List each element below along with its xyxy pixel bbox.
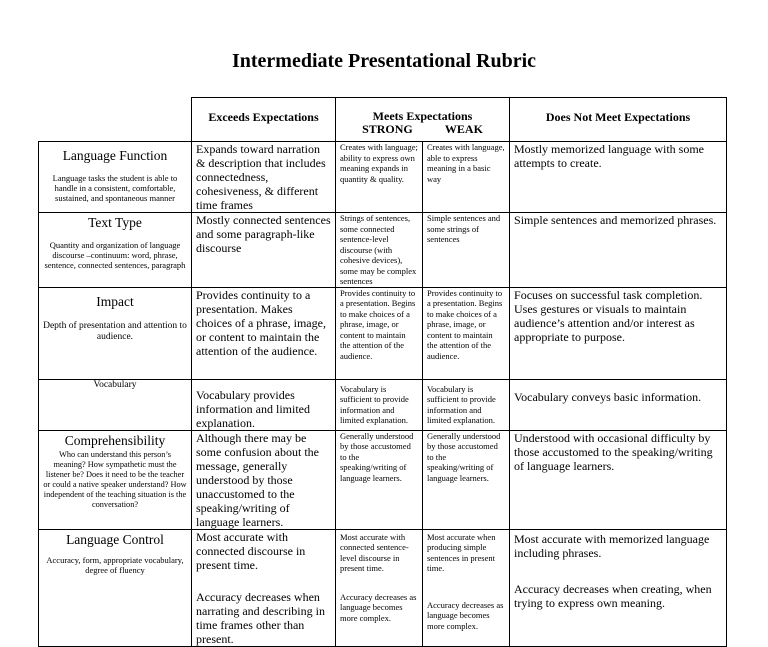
weak-cell bbox=[423, 529, 510, 646]
page-title: Intermediate Presentational Rubric bbox=[231, 50, 537, 72]
rubric-table bbox=[38, 97, 727, 647]
exceeds-cell: Although there may be some confusion about the message, generally understood by those unaccustomed to the speaking/writing of language learners. bbox=[192, 430, 336, 529]
strong-cell: Creates with language; ability to express own meaning expands in quantity & quality. bbox=[336, 142, 423, 213]
header-strong-label: STRONG bbox=[362, 122, 413, 136]
header-criteria bbox=[39, 98, 192, 142]
strong-cell: Strings of sentences, some connected sentence-level discourse (with cohesive devices), some may be complex sentences bbox=[336, 213, 423, 288]
weak-text-1: Most accurate when producing simple sentences in present time. bbox=[427, 531, 496, 573]
weak-cell: Simple sentences and some strings of sentences bbox=[423, 213, 510, 288]
criterion-cell bbox=[39, 529, 192, 646]
strong-cell: Vocabulary is sufficient to provide information and limited explanation. bbox=[336, 379, 423, 430]
criterion-cell bbox=[39, 430, 192, 529]
dnm-cell: Vocabulary conveys basic information. bbox=[510, 379, 727, 430]
criterion-desc: Language tasks the student is able to handle in a consistent, comfortable, sustained, and spontaneous manner bbox=[52, 173, 178, 203]
header-meets bbox=[336, 98, 510, 142]
criterion-cell bbox=[39, 287, 192, 379]
dnm-text-1: Most accurate with memorized language including phrases. bbox=[514, 531, 710, 560]
dnm-cell: Focuses on successful task completion. Uses gestures or visuals to maintain audience’s attention and/or interest as appropriate to purpose. bbox=[510, 287, 727, 379]
header-row bbox=[39, 98, 727, 142]
weak-cell: Creates with language, able to express meaning in a basic way bbox=[423, 142, 510, 213]
criterion-cell bbox=[39, 142, 192, 213]
exceeds-cell: Mostly connected sentences and some paragraph-like discourse bbox=[192, 213, 336, 288]
table-row bbox=[39, 379, 727, 430]
header-exceeds-label: Exceeds Expectations bbox=[208, 110, 319, 124]
header-dnm-label: Does Not Meet Expectations bbox=[545, 110, 691, 124]
strong-text-1: Most accurate with connected sentence-level discourse in present time. bbox=[340, 531, 409, 573]
weak-cell: Provides continuity to a presentation. Begins to make choices of a phrase, image, or content to maintain the attention of the audience. bbox=[423, 287, 510, 379]
table-row bbox=[39, 213, 727, 288]
criterion-name: Impact bbox=[96, 293, 134, 309]
criterion-name: Vocabulary bbox=[93, 379, 137, 390]
dnm-cell bbox=[510, 529, 727, 646]
strong-text-2: Accuracy decreases as language becomes more complex. bbox=[340, 591, 417, 623]
table-row bbox=[39, 287, 727, 379]
exceeds-cell: Expands toward narration & description that includes connectedness, cohesiveness, & different time frames bbox=[192, 142, 336, 213]
weak-cell: Vocabulary is sufficient to provide information and limited explanation. bbox=[423, 379, 510, 430]
exceeds-cell: Provides continuity to a presentation. Makes choices of a phrase, image, or content to maintain the attention of the audience. bbox=[192, 287, 336, 379]
exceeds-cell bbox=[192, 529, 336, 646]
criterion-name: Language Function bbox=[62, 148, 168, 163]
exceeds-text-2: Accuracy decreases when narrating and describing in time frames other than present. bbox=[196, 589, 325, 646]
dnm-cell: Understood with occasional difficulty by those accustomed to the speaking/writing of language learners. bbox=[510, 430, 727, 529]
dnm-cell: Mostly memorized language with some attempts to create. bbox=[510, 142, 727, 213]
header-does-not-meet bbox=[510, 98, 727, 142]
weak-cell: Generally understood by those accustomed to the speaking/writing of language learners. bbox=[423, 430, 510, 529]
strong-cell: Generally understood by those accustomed to the speaking/writing of language learners. bbox=[336, 430, 423, 529]
header-weak-label: WEAK bbox=[444, 122, 483, 136]
header-meets-label: Meets Expectations bbox=[372, 109, 473, 123]
criterion-name: Language Control bbox=[66, 531, 164, 547]
criterion-cell bbox=[39, 213, 192, 288]
criterion-desc: Accuracy, form, appropriate vocabulary, degree of fluency bbox=[46, 554, 184, 575]
weak-text-2: Accuracy decreases as language becomes more complex. bbox=[427, 599, 504, 631]
table-row bbox=[39, 529, 727, 646]
criterion-desc: Depth of presentation and attention to audience. bbox=[43, 320, 187, 342]
criterion-desc: Who can understand this person’s meaning? How sympathetic must the listener be? Does it need to be the teacher or could a native speaker understand? How independent of the teaching situation is the conversation? bbox=[43, 449, 187, 509]
criterion-cell bbox=[39, 379, 192, 430]
criterion-desc: Quantity and organization of language discourse –continuum: word, phrase, sentence, connected sentences, paragraph bbox=[44, 240, 186, 270]
criterion-name: Text Type bbox=[88, 215, 142, 230]
dnm-cell: Simple sentences and memorized phrases. bbox=[510, 213, 727, 288]
dnm-text-2: Accuracy decreases when creating, when trying to express own meaning. bbox=[514, 581, 712, 610]
table-row bbox=[39, 142, 727, 213]
header-exceeds bbox=[192, 98, 336, 142]
strong-cell bbox=[336, 529, 423, 646]
table-row bbox=[39, 430, 727, 529]
exceeds-cell: Vocabulary provides information and limited explanation. bbox=[192, 379, 336, 430]
criterion-name: Comprehensibility bbox=[64, 432, 166, 448]
exceeds-text-1: Most accurate with connected discourse in present time. bbox=[196, 529, 306, 572]
strong-cell: Provides continuity to a presentation. Begins to make choices of a phrase, image, or content to maintain the attention of the audience. bbox=[336, 287, 423, 379]
